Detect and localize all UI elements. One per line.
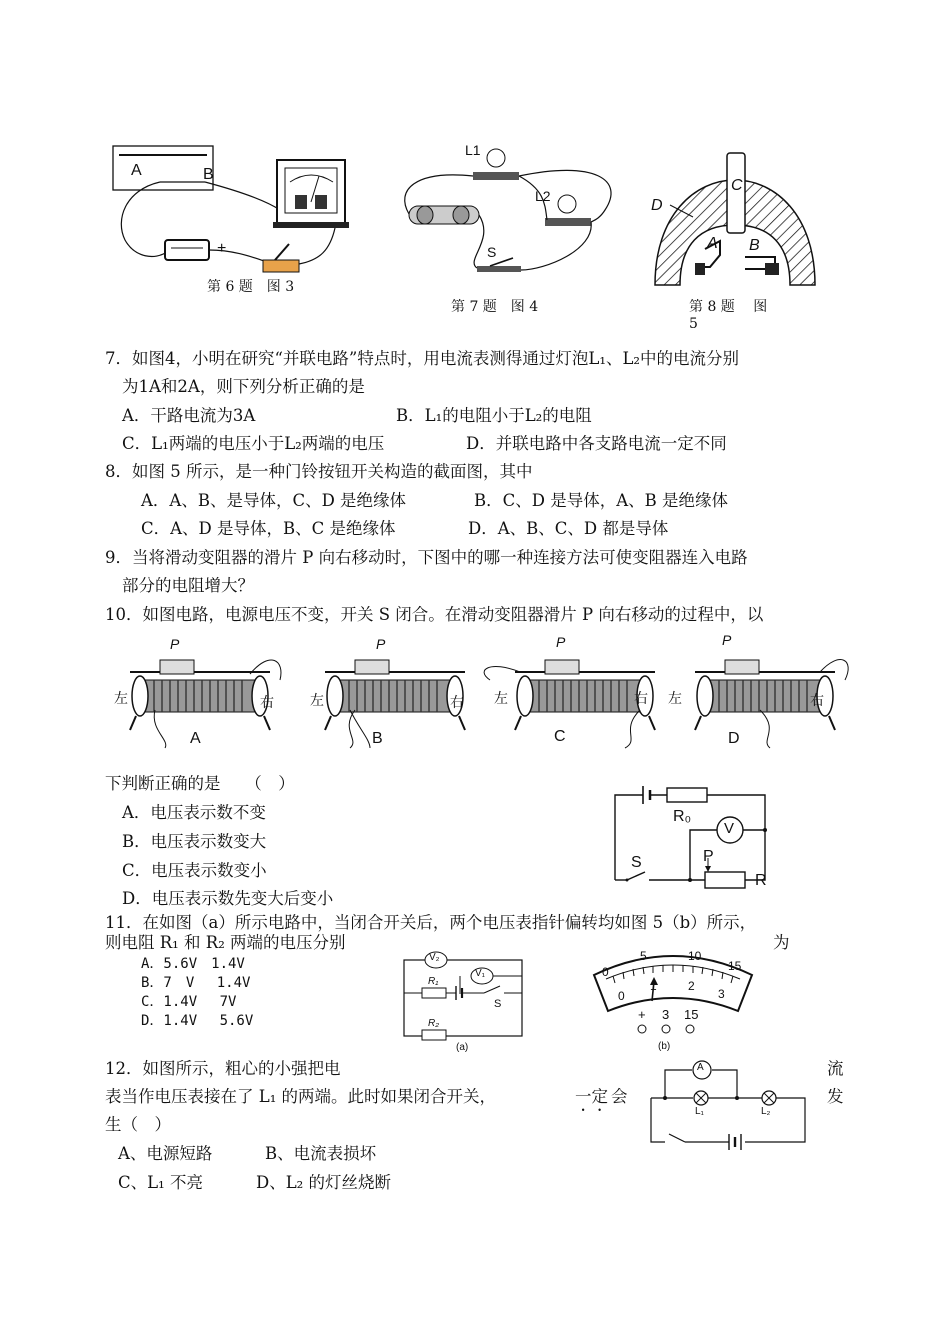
fig4-label-l2: L2 xyxy=(535,188,551,204)
q11-fig-b-bottom-1: 1 xyxy=(650,979,657,993)
q10-option-d: D．电压表示数先变大后变小 xyxy=(122,889,334,908)
q11-fig-b-top-15: 15 xyxy=(728,959,742,973)
fig4-label-l1: L1 xyxy=(465,142,481,158)
q10-circuit-p: P xyxy=(703,848,714,865)
q10-circuit-s: S xyxy=(631,854,642,871)
q12-line1b: 流 xyxy=(827,1059,844,1078)
rheostat-d-p: P xyxy=(722,632,732,648)
rheostat-b-left: 左 xyxy=(310,692,324,708)
fig5-label-d: D xyxy=(651,197,663,214)
fig5-caption-line2: 5 xyxy=(689,316,698,332)
rheostat-label-a: A xyxy=(190,730,201,747)
q10-circuit-r0: R₀ xyxy=(673,808,692,825)
fig5-caption-line1: 第 8 题 图 xyxy=(689,299,768,315)
rheostat-d-left: 左 xyxy=(668,690,682,706)
q7-option-a: A．干路电流为3A xyxy=(122,406,256,425)
q11-fig-a-v2: V₂ xyxy=(429,952,440,963)
q8-option-d: D．A、B、C、D 都是导体 xyxy=(468,519,669,538)
q10-option-b: B．电压表示数变大 xyxy=(122,832,267,851)
rheostat-figures xyxy=(110,630,850,750)
rheostat-b-p: P xyxy=(376,636,386,652)
figure-4-drawing xyxy=(395,140,635,280)
q7-stem-line1: 7．如图4，小明在研究“并联电路”特点时，用电流表测得通过灯泡L₁、L₂中的电流分别 xyxy=(105,349,740,368)
q8-option-b: B．C、D 是导体，A、B 是绝缘体 xyxy=(474,491,729,510)
rheostat-c-p: P xyxy=(556,634,566,650)
fig4-caption: 第 7 题 图 4 xyxy=(451,299,539,315)
q12-circuit-drawing xyxy=(645,1058,810,1148)
q12-option-d: D、L₂ 的灯丝烧断 xyxy=(256,1173,392,1192)
q10-option-c: C．电压表示数变小 xyxy=(122,861,267,880)
q10-stem-line2: 下判断正确的是 （ ） xyxy=(105,774,295,793)
fig4-label-s: S xyxy=(487,244,497,260)
q11-stem-line1: 11．在如图（a）所示电路中，当闭合开关后，两个电压表指针偏转均如图 5（b）所示， xyxy=(105,913,757,932)
q12-line2a: 表当作电压表接在了 L₁ 的两端。此时如果闭合开关， xyxy=(105,1087,497,1106)
q11-fig-b-top-0: 0 xyxy=(602,965,609,979)
q12-option-b: B、电流表损坏 xyxy=(265,1144,377,1163)
q11-fig-b-top-10: 10 xyxy=(688,949,702,963)
q12-circuit-l1: L₁ xyxy=(695,1106,704,1117)
q11-fig-b-bottom-3: 3 xyxy=(718,987,725,1001)
fig5-label-b: B xyxy=(749,237,760,254)
q10-circuit-v: V xyxy=(724,820,735,837)
rheostat-b-right: 右 xyxy=(450,694,464,710)
q12-line2d: 发 xyxy=(827,1087,844,1106)
figure-5 xyxy=(645,145,825,335)
fig5-label-c: C xyxy=(731,177,743,194)
q9-stem-line2: 部分的电阻增大？ xyxy=(122,576,254,595)
q12-option-c: C、L₁ 不亮 xyxy=(118,1173,203,1192)
q11-fig-b-bottom-2: 2 xyxy=(688,979,695,993)
q10-circuit-r: R xyxy=(755,872,767,889)
q8-option-c: C．A、D 是导体，B、C 是绝缘体 xyxy=(141,519,396,538)
q10-circuit xyxy=(605,780,795,890)
rheostat-a-left: 左 xyxy=(114,690,128,706)
q12-circuit-l2: L₂ xyxy=(761,1106,771,1117)
q11-fig-b-terminal-3: 3 xyxy=(662,1007,670,1022)
q11-option-c: C．1.4V 7V xyxy=(141,994,237,1010)
rheostat-c-right: 右 xyxy=(634,690,648,706)
fig5-label-a: A xyxy=(707,235,718,252)
rheostat-a-right: 右 xyxy=(260,694,274,710)
q7-option-c: C．L₁两端的电压小于L₂两端的电压 xyxy=(122,434,385,453)
q10-stem-line1: 10．如图电路，电源电压不变，开关 S 闭合。在滑动变阻器滑片 P 向右移动的过程中，以 xyxy=(105,605,764,624)
rheostat-d-right: 右 xyxy=(810,692,824,708)
q11-stem-line2a: 则电阻 R₁ 和 R₂ 两端的电压分别 xyxy=(105,933,346,952)
q10-option-a: A．电压表示数不变 xyxy=(122,803,266,822)
q11-figure-a xyxy=(400,948,530,1058)
q11-fig-b-terminal-plus: + xyxy=(638,1007,646,1022)
q11-fig-b-caption: (b) xyxy=(658,1041,671,1052)
q9-stem-line1: 9．当将滑动变阻器的滑片 P 向右移动时，下图中的哪一种连接方法可使变阻器连入电路 xyxy=(105,548,748,567)
q11-figure-b xyxy=(588,945,758,1057)
rheostat-a-p: P xyxy=(170,636,180,652)
q11-option-a: A．5.6V 1.4V xyxy=(141,956,245,972)
fig3-plus: + xyxy=(217,240,227,257)
q11-fig-a-r1: R₁ xyxy=(428,976,439,987)
q8-stem: 8．如图 5 所示，是一种门铃按钮开关构造的截面图，其中 xyxy=(105,462,533,481)
q11-fig-a-caption: (a) xyxy=(456,1042,469,1053)
fig3-label-a: A xyxy=(131,162,142,179)
q11-option-b: B．7 V 1.4V xyxy=(141,975,251,991)
q12-line3: 生（ ） xyxy=(105,1115,171,1134)
q7-option-b: B．L₁的电阻小于L₂的电阻 xyxy=(396,406,592,425)
figure-5-drawing xyxy=(645,145,825,295)
q11-option-d: D．1.4V 5.6V xyxy=(141,1013,254,1029)
q12-option-a: A、电源短路 xyxy=(118,1144,213,1163)
q11-fig-a-v1: V₁ xyxy=(475,968,486,979)
q11-fig-b-terminal-15: 15 xyxy=(684,1007,699,1022)
fig3-caption: 第 6 题 图 3 xyxy=(207,279,295,295)
rheostat-c-left: 左 xyxy=(494,690,508,706)
fig3-label-b: B xyxy=(203,166,214,183)
q11-fig-a-s: S xyxy=(494,998,502,1010)
figure-4 xyxy=(395,140,635,320)
q12-circuit-a: A xyxy=(697,1062,704,1073)
q12-line1a: 12．如图所示，粗心的小强把电 xyxy=(105,1059,341,1078)
rheostat-label-d: D xyxy=(728,730,740,747)
q7-stem-line2: 为1A和2A，则下列分析正确的是 xyxy=(122,377,365,396)
q12-line2c: 会 xyxy=(611,1087,628,1106)
q7-option-d: D．并联电路中各支路电流一定不同 xyxy=(466,434,727,453)
q11-fig-a-r2: R₂ xyxy=(428,1018,440,1029)
q11-fig-b-top-5: 5 xyxy=(640,949,647,963)
q11-stem-line2b: 为 xyxy=(773,933,790,952)
q12-circuit xyxy=(645,1058,810,1148)
figure-3 xyxy=(105,140,355,300)
q12-line2-emphasis: 一定 xyxy=(575,1087,608,1106)
rheostat-label-b: B xyxy=(372,730,383,747)
q11-fig-b-bottom-0: 0 xyxy=(618,989,625,1003)
q8-option-a: A．A、B、是导体，C、D 是绝缘体 xyxy=(141,491,407,510)
rheostat-label-c: C xyxy=(554,728,566,745)
